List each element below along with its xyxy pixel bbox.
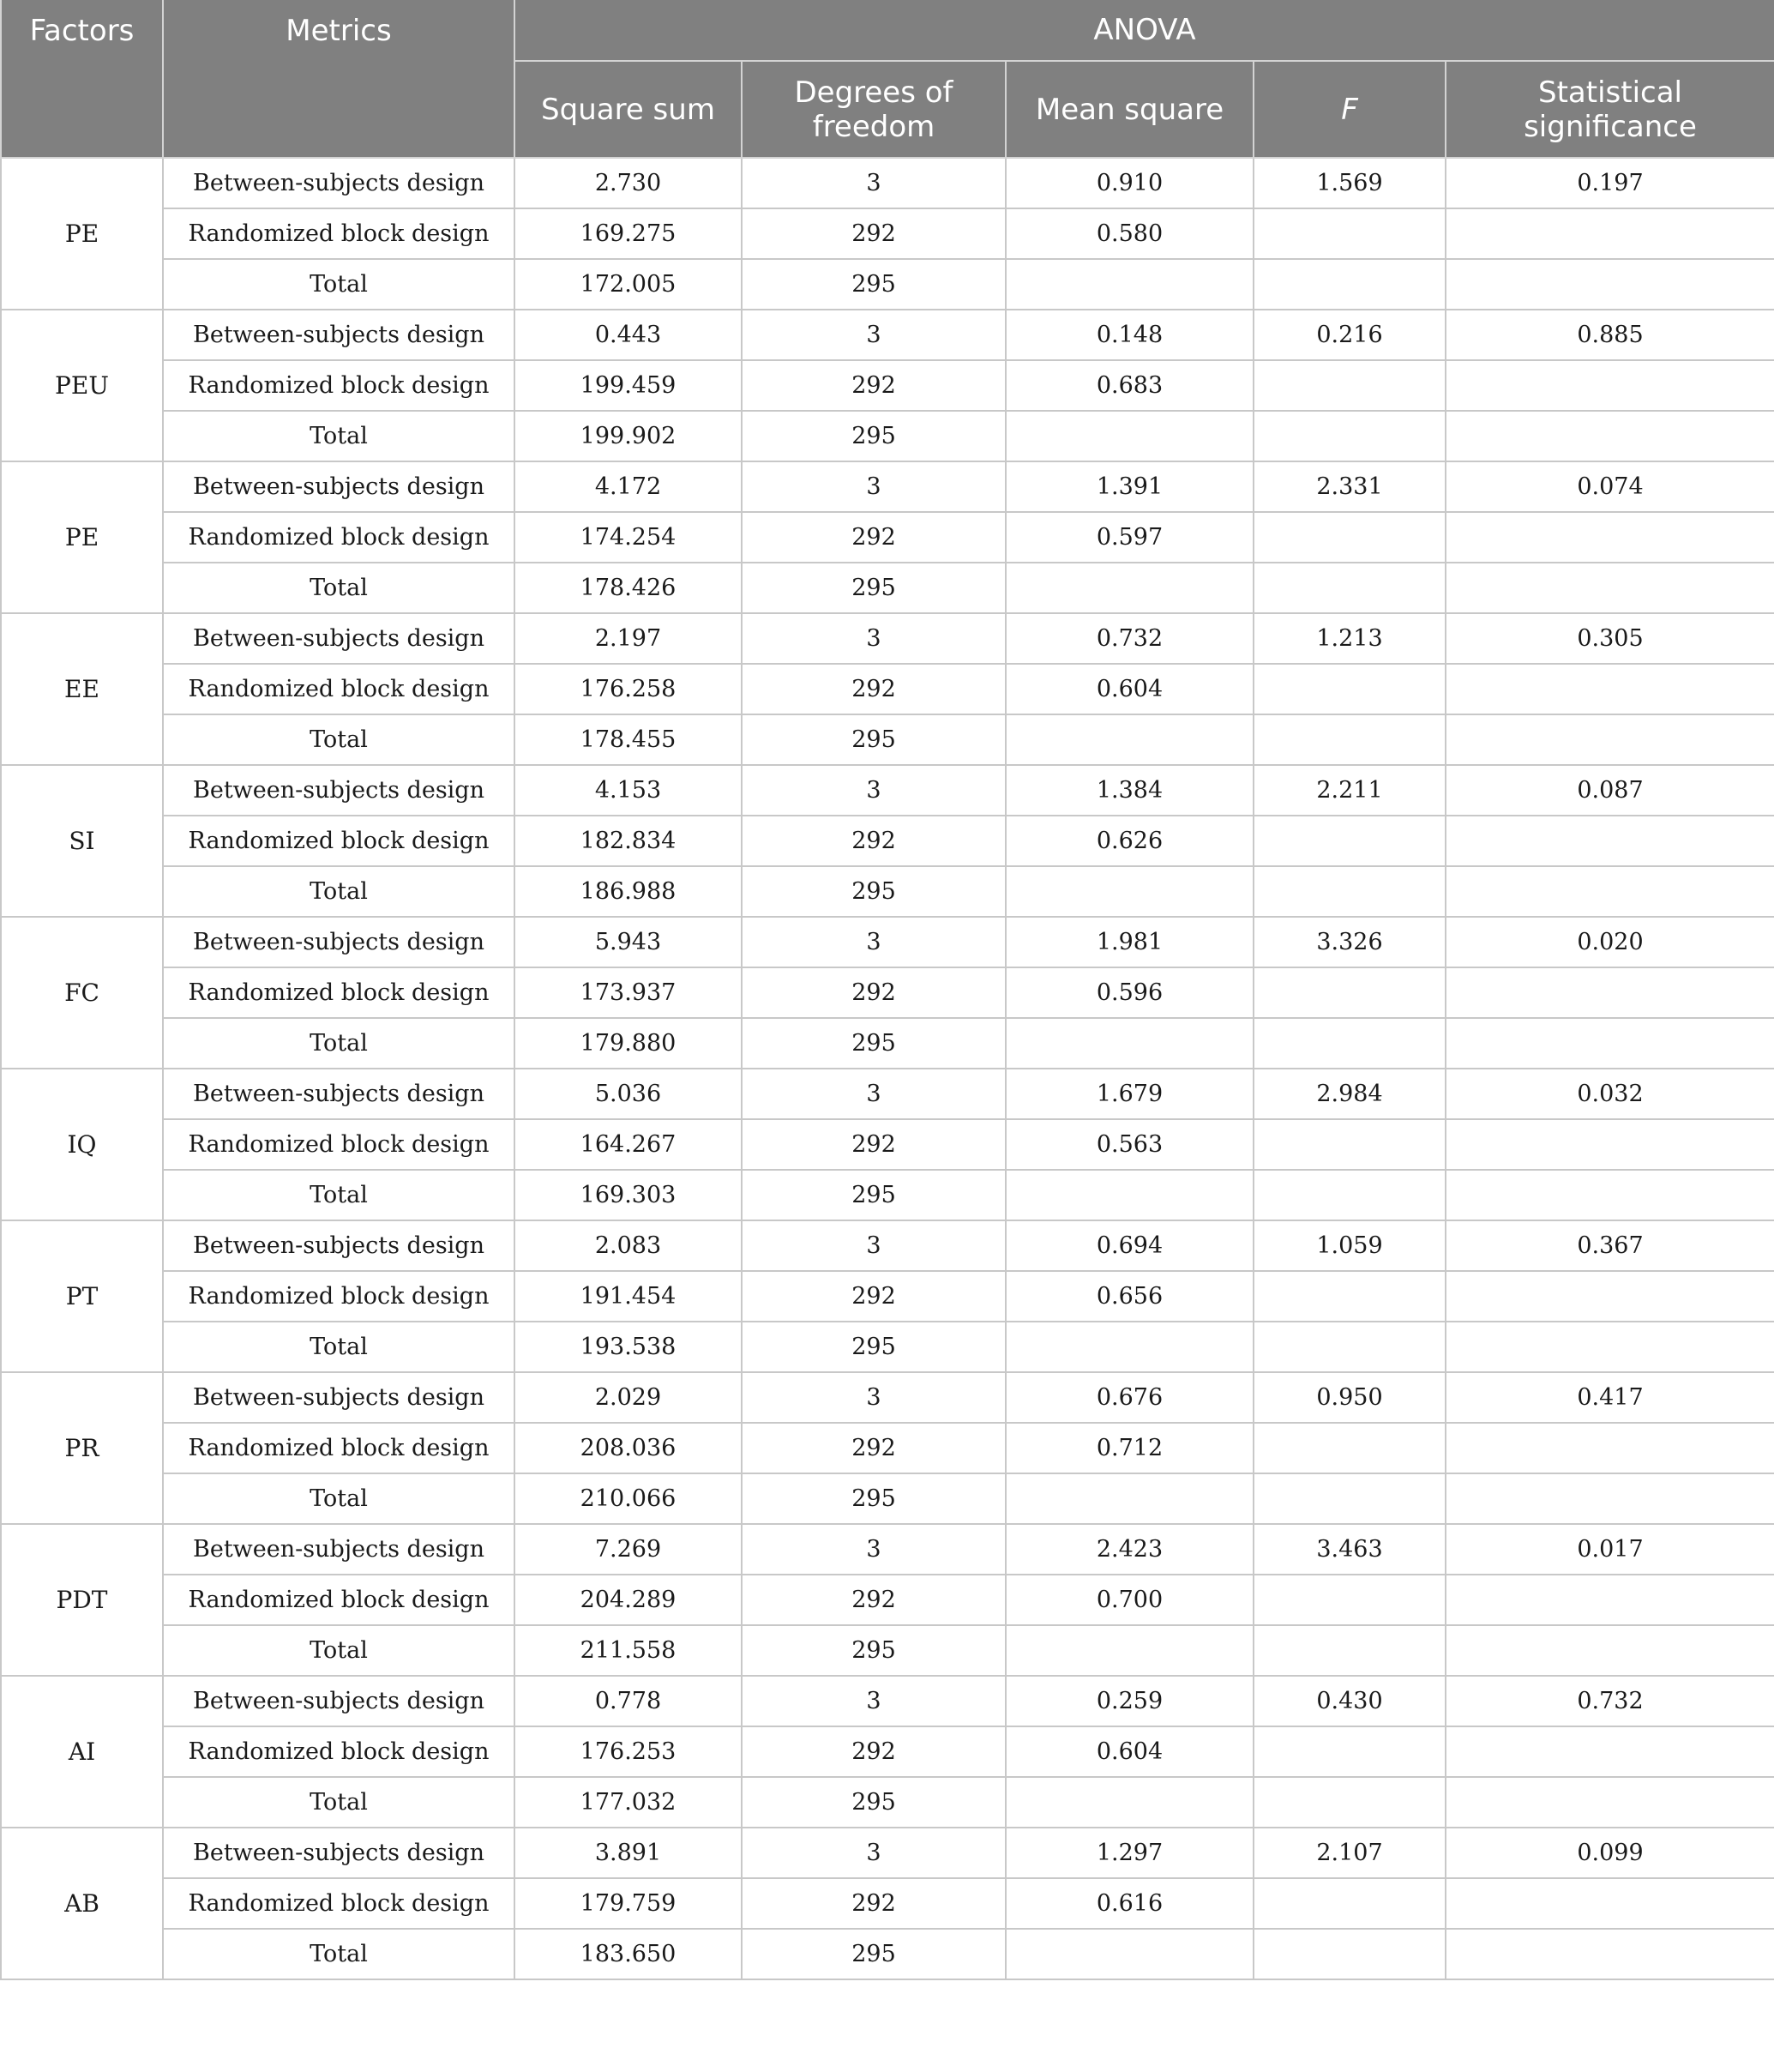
f-value-cell [1254, 512, 1446, 563]
mean-square-cell: 0.604 [1006, 1726, 1254, 1777]
header-square-sum: Square sum [514, 61, 742, 158]
mean-square-cell: 0.732 [1006, 613, 1254, 664]
degrees-of-freedom-cell: 295 [742, 1929, 1006, 1979]
degrees-of-freedom-cell: 3 [742, 1524, 1006, 1575]
degrees-of-freedom-cell: 295 [742, 259, 1006, 310]
factor-cell: IQ [1, 1069, 163, 1220]
significance-cell [1446, 1170, 1774, 1220]
f-value-cell: 2.107 [1254, 1828, 1446, 1878]
significance-cell [1446, 1473, 1774, 1524]
square-sum-cell: 3.891 [514, 1828, 742, 1878]
factor-cell: AB [1, 1828, 163, 1979]
square-sum-cell: 199.459 [514, 360, 742, 411]
metric-cell: Between-subjects design [163, 765, 514, 816]
mean-square-cell: 0.604 [1006, 664, 1254, 714]
square-sum-cell: 5.943 [514, 917, 742, 967]
significance-cell: 0.020 [1446, 917, 1774, 967]
f-value-cell: 3.463 [1254, 1524, 1446, 1575]
table-row [1, 1726, 1774, 1777]
mean-square-cell [1006, 1018, 1254, 1069]
f-value-cell [1254, 1018, 1446, 1069]
metric-cell: Between-subjects design [163, 1828, 514, 1878]
metric-cell: Randomized block design [163, 360, 514, 411]
table-row [1, 310, 1774, 360]
degrees-of-freedom-cell: 3 [742, 1069, 1006, 1119]
metric-cell: Between-subjects design [163, 613, 514, 664]
significance-cell [1446, 967, 1774, 1018]
square-sum-cell: 169.303 [514, 1170, 742, 1220]
mean-square-cell: 0.259 [1006, 1676, 1254, 1726]
table-row [1, 208, 1774, 259]
square-sum-cell: 178.426 [514, 563, 742, 613]
table-row [1, 461, 1774, 512]
factor-cell: PT [1, 1220, 163, 1372]
significance-cell: 0.885 [1446, 310, 1774, 360]
table-row [1, 563, 1774, 613]
mean-square-cell [1006, 1473, 1254, 1524]
metric-cell: Randomized block design [163, 208, 514, 259]
table-row [1, 816, 1774, 866]
significance-cell: 0.032 [1446, 1069, 1774, 1119]
metric-cell: Between-subjects design [163, 1676, 514, 1726]
mean-square-cell: 0.148 [1006, 310, 1254, 360]
f-value-cell [1254, 664, 1446, 714]
square-sum-cell: 193.538 [514, 1322, 742, 1372]
mean-square-cell [1006, 866, 1254, 917]
f-value-cell [1254, 1625, 1446, 1676]
f-value-cell [1254, 1777, 1446, 1828]
metric-cell: Randomized block design [163, 967, 514, 1018]
significance-cell [1446, 259, 1774, 310]
significance-cell [1446, 866, 1774, 917]
degrees-of-freedom-cell: 292 [742, 1119, 1006, 1170]
table-row [1, 1119, 1774, 1170]
header-f: F [1254, 61, 1446, 158]
metric-cell: Randomized block design [163, 1271, 514, 1322]
square-sum-cell: 5.036 [514, 1069, 742, 1119]
metric-cell: Between-subjects design [163, 310, 514, 360]
f-value-cell [1254, 967, 1446, 1018]
metric-cell: Randomized block design [163, 1575, 514, 1625]
table-row [1, 765, 1774, 816]
table-row [1, 866, 1774, 917]
mean-square-cell: 1.391 [1006, 461, 1254, 512]
table-row [1, 512, 1774, 563]
factor-cell: AI [1, 1676, 163, 1828]
metric-cell: Total [163, 563, 514, 613]
f-value-cell [1254, 1119, 1446, 1170]
factor-cell: SI [1, 765, 163, 917]
degrees-of-freedom-cell: 295 [742, 1018, 1006, 1069]
degrees-of-freedom-cell: 295 [742, 1322, 1006, 1372]
significance-cell [1446, 1777, 1774, 1828]
square-sum-cell: 211.558 [514, 1625, 742, 1676]
header-row-1 [1, 0, 1774, 61]
table-row [1, 1929, 1774, 1979]
significance-cell: 0.305 [1446, 613, 1774, 664]
mean-square-cell: 0.712 [1006, 1423, 1254, 1473]
f-value-cell: 0.430 [1254, 1676, 1446, 1726]
f-value-cell [1254, 360, 1446, 411]
square-sum-cell: 191.454 [514, 1271, 742, 1322]
significance-cell [1446, 360, 1774, 411]
f-value-cell [1254, 1726, 1446, 1777]
table-row [1, 411, 1774, 461]
table-row [1, 158, 1774, 208]
mean-square-cell: 0.694 [1006, 1220, 1254, 1271]
square-sum-cell: 186.988 [514, 866, 742, 917]
table-row [1, 1878, 1774, 1929]
table-row [1, 1170, 1774, 1220]
factor-cell: PE [1, 158, 163, 310]
degrees-of-freedom-cell: 3 [742, 158, 1006, 208]
square-sum-cell: 204.289 [514, 1575, 742, 1625]
mean-square-cell: 0.616 [1006, 1878, 1254, 1929]
header-factors: Factors [1, 0, 163, 158]
header-statistical-significance: Statistical significance [1446, 61, 1774, 158]
metric-cell: Between-subjects design [163, 158, 514, 208]
degrees-of-freedom-cell: 295 [742, 1473, 1006, 1524]
table-row [1, 1473, 1774, 1524]
f-value-cell [1254, 1322, 1446, 1372]
mean-square-cell: 0.626 [1006, 816, 1254, 866]
square-sum-cell: 4.153 [514, 765, 742, 816]
metric-cell: Between-subjects design [163, 1220, 514, 1271]
metric-cell: Between-subjects design [163, 1372, 514, 1423]
square-sum-cell: 174.254 [514, 512, 742, 563]
header-degrees-of-freedom: Degrees of freedom [742, 61, 1006, 158]
mean-square-cell [1006, 411, 1254, 461]
significance-cell [1446, 1119, 1774, 1170]
degrees-of-freedom-cell: 3 [742, 1220, 1006, 1271]
mean-square-cell [1006, 1625, 1254, 1676]
metric-cell: Total [163, 411, 514, 461]
significance-cell [1446, 1878, 1774, 1929]
degrees-of-freedom-cell: 3 [742, 310, 1006, 360]
square-sum-cell: 178.455 [514, 714, 742, 765]
mean-square-cell: 0.656 [1006, 1271, 1254, 1322]
significance-cell [1446, 1575, 1774, 1625]
header-metrics: Metrics [163, 0, 514, 158]
table-row [1, 1828, 1774, 1878]
significance-cell [1446, 1423, 1774, 1473]
significance-cell: 0.099 [1446, 1828, 1774, 1878]
square-sum-cell: 4.172 [514, 461, 742, 512]
metric-cell: Total [163, 259, 514, 310]
significance-cell: 0.017 [1446, 1524, 1774, 1575]
table-row [1, 613, 1774, 664]
f-value-cell: 0.216 [1254, 310, 1446, 360]
metric-cell: Randomized block design [163, 1423, 514, 1473]
square-sum-cell: 179.759 [514, 1878, 742, 1929]
f-value-cell: 3.326 [1254, 917, 1446, 967]
table-row [1, 664, 1774, 714]
square-sum-cell: 0.443 [514, 310, 742, 360]
degrees-of-freedom-cell: 292 [742, 1271, 1006, 1322]
metric-cell: Total [163, 1170, 514, 1220]
degrees-of-freedom-cell: 295 [742, 1170, 1006, 1220]
f-value-cell [1254, 1271, 1446, 1322]
mean-square-cell [1006, 1170, 1254, 1220]
significance-cell [1446, 1726, 1774, 1777]
metric-cell: Between-subjects design [163, 461, 514, 512]
f-value-cell [1254, 208, 1446, 259]
mean-square-cell [1006, 563, 1254, 613]
metric-cell: Total [163, 866, 514, 917]
metric-cell: Randomized block design [163, 1119, 514, 1170]
f-value-cell: 0.950 [1254, 1372, 1446, 1423]
degrees-of-freedom-cell: 3 [742, 1676, 1006, 1726]
degrees-of-freedom-cell: 292 [742, 967, 1006, 1018]
significance-cell [1446, 411, 1774, 461]
f-value-cell [1254, 1575, 1446, 1625]
mean-square-cell: 2.423 [1006, 1524, 1254, 1575]
metric-cell: Total [163, 1929, 514, 1979]
mean-square-cell: 0.910 [1006, 158, 1254, 208]
mean-square-cell: 1.384 [1006, 765, 1254, 816]
f-value-cell: 1.059 [1254, 1220, 1446, 1271]
table-row [1, 714, 1774, 765]
degrees-of-freedom-cell: 3 [742, 1828, 1006, 1878]
significance-cell [1446, 1322, 1774, 1372]
table-row [1, 917, 1774, 967]
significance-cell [1446, 1018, 1774, 1069]
degrees-of-freedom-cell: 292 [742, 512, 1006, 563]
f-value-cell: 2.211 [1254, 765, 1446, 816]
mean-square-cell: 0.597 [1006, 512, 1254, 563]
factor-cell: PDT [1, 1524, 163, 1676]
metric-cell: Total [163, 1473, 514, 1524]
table-row [1, 1423, 1774, 1473]
mean-square-cell: 0.700 [1006, 1575, 1254, 1625]
f-value-cell: 2.984 [1254, 1069, 1446, 1119]
table-row [1, 1372, 1774, 1423]
metric-cell: Randomized block design [163, 664, 514, 714]
significance-cell [1446, 664, 1774, 714]
square-sum-cell: 183.650 [514, 1929, 742, 1979]
metric-cell: Randomized block design [163, 1878, 514, 1929]
square-sum-cell: 2.083 [514, 1220, 742, 1271]
f-value-cell [1254, 866, 1446, 917]
mean-square-cell: 0.596 [1006, 967, 1254, 1018]
square-sum-cell: 173.937 [514, 967, 742, 1018]
square-sum-cell: 2.197 [514, 613, 742, 664]
f-value-cell [1254, 259, 1446, 310]
table-row [1, 967, 1774, 1018]
table-row [1, 1018, 1774, 1069]
table-row [1, 259, 1774, 310]
f-value-cell: 1.213 [1254, 613, 1446, 664]
f-value-cell [1254, 1929, 1446, 1979]
square-sum-cell: 210.066 [514, 1473, 742, 1524]
f-value-cell [1254, 411, 1446, 461]
mean-square-cell [1006, 1322, 1254, 1372]
degrees-of-freedom-cell: 3 [742, 613, 1006, 664]
metric-cell: Total [163, 1018, 514, 1069]
square-sum-cell: 177.032 [514, 1777, 742, 1828]
factor-cell: EE [1, 613, 163, 765]
degrees-of-freedom-cell: 3 [742, 917, 1006, 967]
factor-cell: FC [1, 917, 163, 1069]
square-sum-cell: 0.778 [514, 1676, 742, 1726]
metric-cell: Total [163, 1625, 514, 1676]
table-row [1, 360, 1774, 411]
degrees-of-freedom-cell: 295 [742, 1625, 1006, 1676]
square-sum-cell: 169.275 [514, 208, 742, 259]
f-value-cell [1254, 816, 1446, 866]
table-row [1, 1322, 1774, 1372]
significance-cell: 0.197 [1446, 158, 1774, 208]
mean-square-cell [1006, 1929, 1254, 1979]
significance-cell: 0.732 [1446, 1676, 1774, 1726]
significance-cell [1446, 208, 1774, 259]
mean-square-cell [1006, 714, 1254, 765]
header-anova: ANOVA [514, 0, 1774, 61]
metric-cell: Randomized block design [163, 816, 514, 866]
degrees-of-freedom-cell: 3 [742, 765, 1006, 816]
significance-cell [1446, 1625, 1774, 1676]
factor-cell: PEU [1, 310, 163, 461]
metric-cell: Between-subjects design [163, 1524, 514, 1575]
significance-cell [1446, 512, 1774, 563]
mean-square-cell [1006, 259, 1254, 310]
degrees-of-freedom-cell: 3 [742, 461, 1006, 512]
mean-square-cell: 1.297 [1006, 1828, 1254, 1878]
square-sum-cell: 2.730 [514, 158, 742, 208]
mean-square-cell: 0.580 [1006, 208, 1254, 259]
f-value-cell: 2.331 [1254, 461, 1446, 512]
mean-square-cell: 1.981 [1006, 917, 1254, 967]
significance-cell [1446, 1271, 1774, 1322]
degrees-of-freedom-cell: 295 [742, 714, 1006, 765]
f-value-cell [1254, 1473, 1446, 1524]
square-sum-cell: 2.029 [514, 1372, 742, 1423]
metric-cell: Between-subjects design [163, 1069, 514, 1119]
header-mean-square: Mean square [1006, 61, 1254, 158]
degrees-of-freedom-cell: 292 [742, 816, 1006, 866]
square-sum-cell: 182.834 [514, 816, 742, 866]
f-value-cell [1254, 563, 1446, 613]
degrees-of-freedom-cell: 292 [742, 1878, 1006, 1929]
metric-cell: Total [163, 714, 514, 765]
table-row [1, 1777, 1774, 1828]
significance-cell [1446, 714, 1774, 765]
degrees-of-freedom-cell: 292 [742, 1726, 1006, 1777]
mean-square-cell [1006, 1777, 1254, 1828]
square-sum-cell: 179.880 [514, 1018, 742, 1069]
degrees-of-freedom-cell: 292 [742, 1575, 1006, 1625]
table-body [1, 158, 1774, 1979]
f-value-cell [1254, 1423, 1446, 1473]
degrees-of-freedom-cell: 292 [742, 664, 1006, 714]
square-sum-cell: 7.269 [514, 1524, 742, 1575]
f-value-cell [1254, 714, 1446, 765]
significance-cell: 0.367 [1446, 1220, 1774, 1271]
f-value-cell [1254, 1170, 1446, 1220]
degrees-of-freedom-cell: 292 [742, 1423, 1006, 1473]
square-sum-cell: 176.258 [514, 664, 742, 714]
degrees-of-freedom-cell: 295 [742, 1777, 1006, 1828]
factor-cell: PE [1, 461, 163, 613]
significance-cell [1446, 1929, 1774, 1979]
factor-cell: PR [1, 1372, 163, 1524]
significance-cell: 0.417 [1446, 1372, 1774, 1423]
significance-cell [1446, 816, 1774, 866]
mean-square-cell: 0.563 [1006, 1119, 1254, 1170]
mean-square-cell: 0.683 [1006, 360, 1254, 411]
square-sum-cell: 172.005 [514, 259, 742, 310]
table-row [1, 1524, 1774, 1575]
square-sum-cell: 176.253 [514, 1726, 742, 1777]
degrees-of-freedom-cell: 295 [742, 411, 1006, 461]
metric-cell: Randomized block design [163, 1726, 514, 1777]
table-row [1, 1625, 1774, 1676]
square-sum-cell: 199.902 [514, 411, 742, 461]
metric-cell: Total [163, 1322, 514, 1372]
table-row [1, 1069, 1774, 1119]
metric-cell: Total [163, 1777, 514, 1828]
degrees-of-freedom-cell: 295 [742, 866, 1006, 917]
table-row [1, 1271, 1774, 1322]
table-row [1, 1220, 1774, 1271]
significance-cell: 0.087 [1446, 765, 1774, 816]
f-value-cell [1254, 1878, 1446, 1929]
mean-square-cell: 1.679 [1006, 1069, 1254, 1119]
mean-square-cell: 0.676 [1006, 1372, 1254, 1423]
degrees-of-freedom-cell: 3 [742, 1372, 1006, 1423]
f-value-cell: 1.569 [1254, 158, 1446, 208]
degrees-of-freedom-cell: 292 [742, 360, 1006, 411]
degrees-of-freedom-cell: 292 [742, 208, 1006, 259]
table-row [1, 1676, 1774, 1726]
significance-cell [1446, 563, 1774, 613]
metric-cell: Randomized block design [163, 512, 514, 563]
table-header [1, 0, 1774, 158]
table-row [1, 1575, 1774, 1625]
metric-cell: Between-subjects design [163, 917, 514, 967]
square-sum-cell: 164.267 [514, 1119, 742, 1170]
significance-cell: 0.074 [1446, 461, 1774, 512]
degrees-of-freedom-cell: 295 [742, 563, 1006, 613]
square-sum-cell: 208.036 [514, 1423, 742, 1473]
